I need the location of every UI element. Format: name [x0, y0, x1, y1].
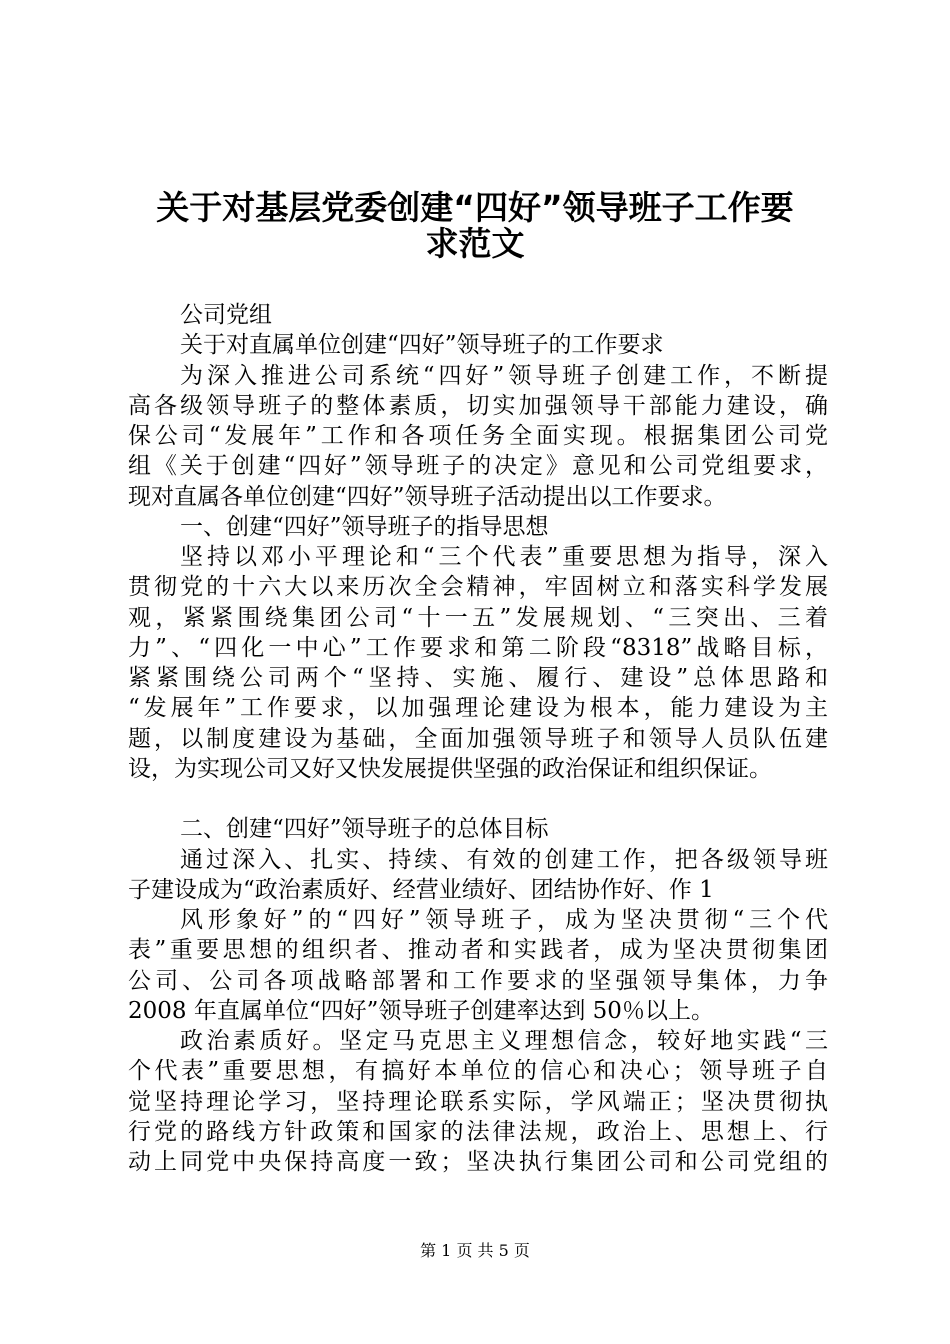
body-line: 题，以制度建设为基础，全面加强领导班子和领导人员队伍建	[128, 725, 828, 752]
section-heading: 二、创建“四好”领导班子的总体目标	[180, 816, 549, 843]
body-line: 为深入推进公司系统“四好”领导班子创建工作，不断提	[180, 362, 828, 389]
body-line: 觉坚持理论学习，坚持理论联系实际，学风端正；坚决贯彻执	[128, 1088, 828, 1115]
blank-line	[128, 784, 828, 814]
body-line: 组《关于创建“四好”领导班子的决定》意见和公司党组要求，	[128, 453, 828, 480]
body-line: 行党的路线方针政策和国家的法律法规，政治上、思想上、行	[128, 1118, 828, 1145]
body-line: 动上同党中央保持高度一致；坚决执行集团公司和公司党组的	[128, 1149, 828, 1175]
body-line: 公司、公司各项战略部署和工作要求的坚强领导集体，力争	[128, 967, 828, 994]
body-line: 贯彻党的十六大以来历次全会精神，牢固树立和落实科学发展	[128, 574, 828, 601]
subject-line: 关于对直属单位创建“四好”领导班子的工作要求	[180, 332, 664, 359]
body-line: 现对直属各单位创建“四好”领导班子活动提出以工作要求。	[128, 483, 727, 510]
body-line: “发展年”工作要求，以加强理论建设为根本，能力建设为主	[128, 695, 828, 722]
body-line: 通过深入、扎实、持续、有效的创建工作，把各级领导班	[180, 846, 828, 873]
page-number-footer: 第 1 页 共 5 页	[420, 1241, 530, 1260]
body-line: 设，为实现公司又好又快发展提供坚强的政治保证和组织保证。	[128, 755, 772, 782]
body-line: 政治素质好。坚定马克思主义理想信念，较好地实践“三	[180, 1028, 828, 1054]
body-line: 风形象好”的“四好”领导班子，成为坚决贯彻“三个代	[180, 907, 828, 933]
body-line: 高各级领导班子的整体素质，切实加强领导干部能力建设，确	[128, 392, 828, 419]
document-title-line-1: 关于对基层党委创建“四好”领导班子工作要	[156, 188, 794, 227]
body-line: 子建设成为“政治素质好、经营业绩好、团结协作好、作 1	[128, 876, 714, 903]
body-line: 坚持以邓小平理论和“三个代表”重要思想为指导，深入	[180, 544, 828, 570]
body-line: 保公司“发展年”工作和各项任务全面实现。根据集团公司党	[128, 423, 828, 449]
body-line: 表”重要思想的组织者、推动者和实践者，成为坚决贯彻集团	[128, 937, 828, 964]
body-line: 观，紧紧围绕集团公司“十一五”发展规划、“三突出、三着	[128, 604, 828, 631]
document-title-line-2: 求范文	[425, 224, 525, 263]
document-body	[128, 300, 828, 1177]
recipient-line: 公司党组	[180, 302, 272, 328]
body-line: 紧紧围绕公司两个“坚持、实施、履行、建设”总体思路和	[128, 665, 828, 691]
section-heading: 一、创建“四好”领导班子的指导思想	[180, 513, 549, 540]
body-line: 2008 年直属单位“四好”领导班子创建率达到 50％以上。	[128, 997, 714, 1024]
body-line: 个代表”重要思想，有搞好本单位的信心和决心；领导班子自	[128, 1058, 828, 1085]
body-line: 力”、“四化一中心”工作要求和第二阶段“8318”战略目标，	[128, 634, 828, 661]
